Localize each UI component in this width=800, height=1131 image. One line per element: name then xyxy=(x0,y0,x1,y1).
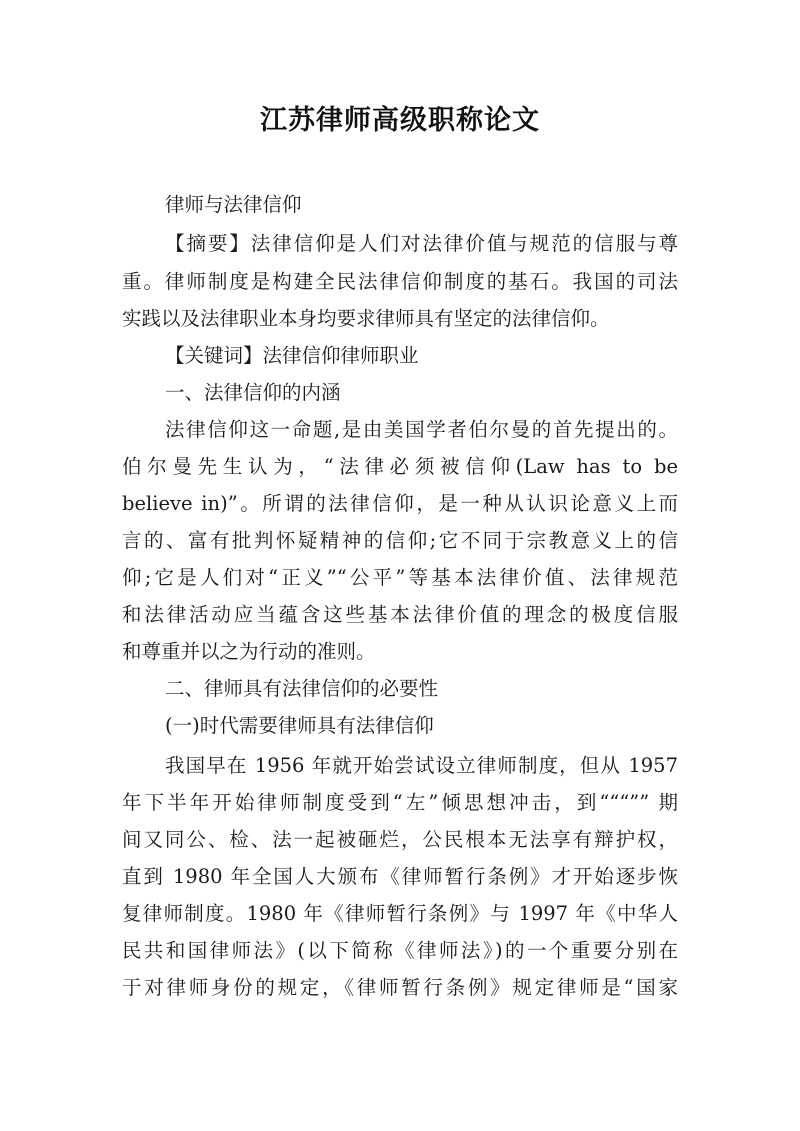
paragraph-line: 直到 1980 年全国人大颁布《律师暂行条例》才开始逐步恢 xyxy=(122,865,678,888)
paragraph-line: 和法律活动应当蕴含这些基本法律价值的理念的极度信服 xyxy=(122,603,678,626)
subsection-heading: (一)时代需要律师具有法律信仰 xyxy=(165,714,434,737)
paragraph-line: believe in)”。所谓的法律信仰，是一种从认识论意义上而 xyxy=(122,492,678,515)
paragraph-line: 于对律师身份的规定，《律师暂行条例》规定律师是“国家 xyxy=(122,976,678,999)
paragraph-line: 民共和国律师法》(以下简称《律师法》)的一个重要分别在 xyxy=(122,939,678,962)
paragraph-line: 复律师制度。1980 年《律师暂行条例》与 1997 年《中华人 xyxy=(122,902,678,925)
section-heading: 二、律师具有法律信仰的必要性 xyxy=(165,677,439,700)
paragraph-line: 我国早在 1956 年就开始尝试设立律师制度，但从 1957 xyxy=(165,754,678,777)
paragraph-line: 言的、富有批判怀疑精神的信仰;它不同于宗教意义上的信 xyxy=(122,529,678,552)
paragraph-line: 和尊重并以之为行动的准则。 xyxy=(122,640,376,663)
paragraph-line: 仰;它是人们对“正义”“公平”等基本法律价值、法律规范 xyxy=(122,566,678,589)
paragraph-line: 年下半年开始律师制度受到“左”倾思想冲击，到“““”” 期 xyxy=(122,791,678,814)
paragraph-line: 间又同公、检、法一起被砸烂，公民根本无法享有辩护权， xyxy=(122,828,678,851)
keywords-line: 【关键词】法律信仰律师职业 xyxy=(165,344,419,367)
document-title: 江苏律师高级职称论文 xyxy=(260,105,540,136)
paragraph-line: 法律信仰这一命题,是由美国学者伯尔曼的首先提出的。 xyxy=(165,418,678,441)
abstract-line: 实践以及法律职业本身均要求律师具有坚定的法律信仰。 xyxy=(122,307,610,330)
paragraph-subtitle: 律师与法律信仰 xyxy=(165,193,302,216)
abstract-line: 【摘要】法律信仰是人们对法律价值与规范的信服与尊 xyxy=(165,232,678,255)
paragraph-line: 伯尔曼先生认为，“法律必须被信仰(Law has to be xyxy=(122,455,678,478)
abstract-line: 重。律师制度是构建全民法律信仰制度的基石。我国的司法 xyxy=(122,270,678,293)
section-heading: 一、法律信仰的内涵 xyxy=(165,381,341,404)
